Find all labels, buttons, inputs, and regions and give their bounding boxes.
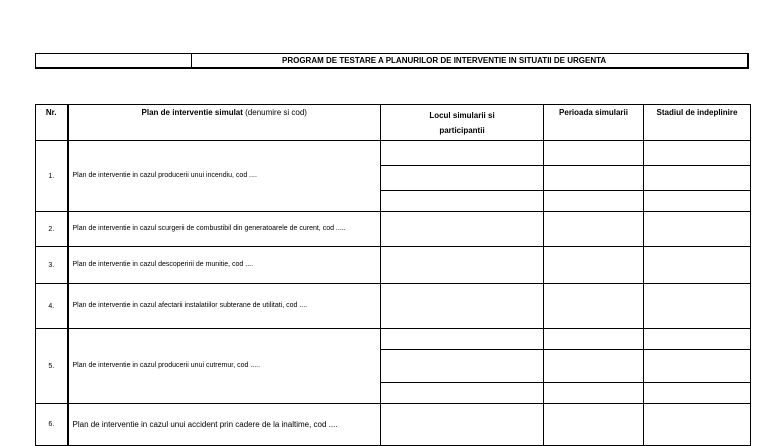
row-plan: Plan de interventie in cazul scurgerii de combustibil din generatoarele de curent, cod ..... (68, 212, 381, 247)
cell-stadiul (644, 284, 751, 329)
cell-stadiul (644, 141, 751, 166)
cell-perioada (544, 166, 644, 191)
cell-perioada (544, 212, 644, 247)
cell-locul (381, 350, 544, 383)
row-plan: Plan de interventie in cazul producerii unui incendiu, cod .... (68, 141, 381, 212)
table-row (36, 284, 751, 329)
table-row (36, 404, 751, 446)
table-row (36, 329, 751, 350)
program-title: PROGRAM DE TESTARE A PLANURILOR DE INTERVENTIE IN SITUATII DE URGENTA (282, 56, 607, 65)
row-plan: Plan de interventie in cazul producerii unui cutremur, cod ..... (68, 329, 381, 404)
cell-perioada (544, 141, 644, 166)
col-header-locul (381, 105, 544, 141)
cell-locul (381, 141, 544, 166)
table-row (36, 141, 751, 166)
col-header-plan-note: (denumire si cod) (242, 108, 307, 117)
col-header-stadiul: Stadiul de indeplinire (644, 105, 751, 141)
table-row (36, 212, 751, 247)
row-plan: Plan de interventie in cazul unui accident prin cadere de la inaltime, cod .... (68, 404, 381, 446)
cell-locul (381, 383, 544, 404)
row-nr: 1. (36, 141, 68, 212)
cell-stadiul (644, 329, 751, 350)
cell-locul (381, 247, 544, 284)
row-nr: 6. (36, 404, 68, 446)
cell-perioada (544, 284, 644, 329)
cell-stadiul (644, 166, 751, 191)
col-header-perioada: Perioada simularii (544, 105, 644, 141)
cell-locul (381, 191, 544, 212)
cell-locul (381, 284, 544, 329)
col-header-nr: Nr. (36, 105, 68, 141)
col-header-plan-bold: Plan de interventie simulat (141, 108, 243, 117)
col-header-locul-line2: participantii (439, 126, 485, 135)
col-header-plan (68, 105, 381, 141)
header-empty-cell (36, 54, 192, 67)
cell-stadiul (644, 212, 751, 247)
cell-perioada (544, 191, 644, 212)
col-header-locul-line1: Locul simularii si (429, 111, 495, 120)
cell-locul (381, 404, 544, 446)
cell-perioada (544, 383, 644, 404)
cell-stadiul (644, 383, 751, 404)
cell-stadiul (644, 350, 751, 383)
row-plan: Plan de interventie in cazul afectarii instalatiilor subterane de utilitati, cod .... (68, 284, 381, 329)
row-nr: 4. (36, 284, 68, 329)
cell-locul (381, 329, 544, 350)
cell-perioada (544, 247, 644, 284)
row-nr: 3. (36, 247, 68, 284)
cell-perioada (544, 404, 644, 446)
row-plan: Plan de interventie in cazul descoperirii de munitie, cod .... (68, 247, 381, 284)
cell-stadiul (644, 404, 751, 446)
row-nr: 2. (36, 212, 68, 247)
row-nr: 5. (36, 329, 68, 404)
cell-perioada (544, 329, 644, 350)
cell-perioada (544, 350, 644, 383)
cell-locul (381, 212, 544, 247)
cell-stadiul (644, 191, 751, 212)
table-header-row (36, 105, 751, 141)
cell-locul (381, 166, 544, 191)
test-program-table (35, 104, 751, 446)
cell-stadiul (644, 247, 751, 284)
table-row (36, 247, 751, 284)
program-header-box (35, 53, 749, 69)
